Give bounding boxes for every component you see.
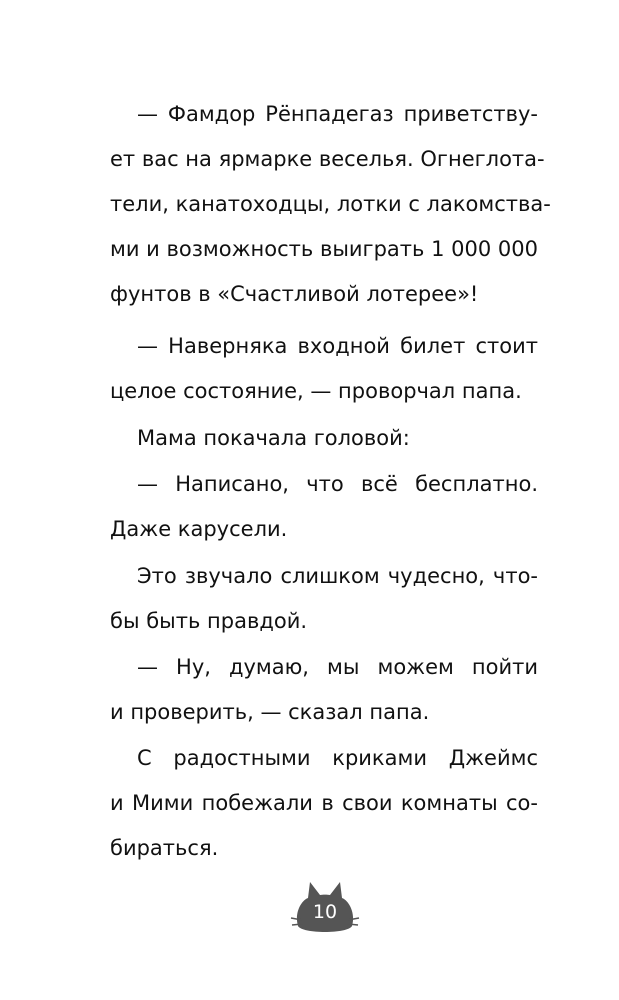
text-line: — Фамдор Рёнпадегаз приветству- (137, 102, 538, 126)
text-line: целое состояние, — проворчал папа. (110, 379, 522, 403)
text-line: и Мими побежали в свои комнаты со- (110, 791, 538, 815)
text-line: Даже карусели. (110, 517, 288, 541)
text-line: и проверить, — сказал папа. (110, 700, 430, 724)
text-line: С радостными криками Джеймс (137, 746, 538, 770)
text-line: ми и возможность выиграть 1 000 000 (110, 237, 538, 261)
text-line: бираться. (110, 836, 219, 860)
text-line: — Наверняка входной билет стоит (137, 334, 538, 358)
page-number: 10 (312, 901, 338, 923)
text-line: — Написано, что всё бесплатно. (137, 472, 538, 496)
text-line: тели, канатоходцы, лотки с лакомства- (110, 192, 551, 216)
text-line: Это звучало слишком чудесно, что- (137, 564, 538, 588)
text-line: ет вас на ярмарке веселья. Огнеглота- (110, 147, 545, 171)
text-line: Мама покачала головой: (137, 426, 410, 450)
text-line: — Ну, думаю, мы можем пойти (137, 655, 538, 679)
text-line: бы быть правдой. (110, 609, 308, 633)
text-line: фунтов в «Счастливой лотерее»! (110, 282, 479, 306)
page-number-badge (290, 878, 360, 938)
